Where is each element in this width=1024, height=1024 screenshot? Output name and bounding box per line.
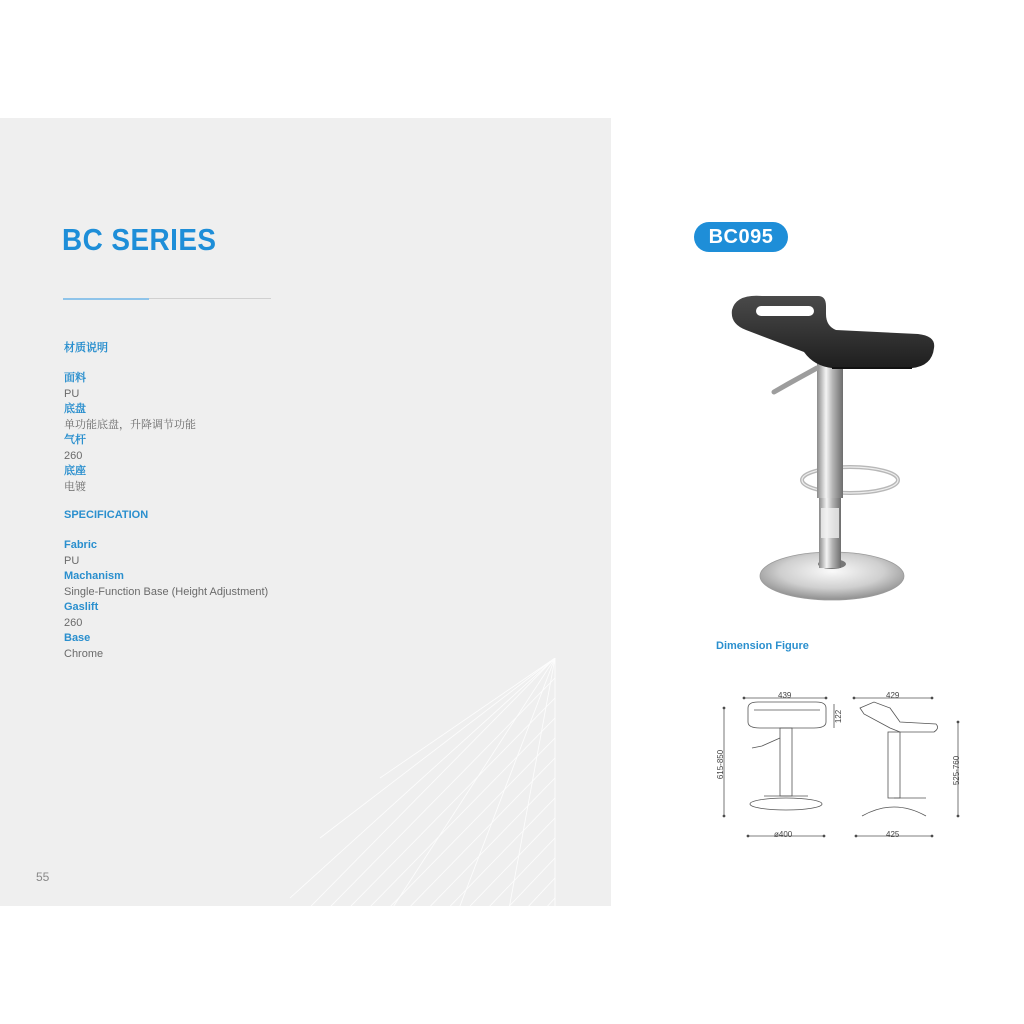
material-label-gaslift-cn: 气杆 [64,434,86,446]
decorative-ray-pattern [260,658,560,906]
spec-label-gaslift: Gaslift [64,601,99,613]
material-value-fabric-cn: PU [64,387,80,400]
spec-value-fabric: PU [64,554,80,567]
material-value-base-cn: 电镀 [64,480,86,493]
material-value-mechanism-cn: 单功能底盘，升降调节功能 [64,418,196,431]
dim-seat-thickness: 122 [834,709,844,724]
dim-side-width: 429 [886,691,900,700]
specification-heading: SPECIFICATION [64,509,149,521]
dim-height-side: 525-760 [952,755,962,786]
spec-label-base: Base [64,632,91,644]
material-label-base-cn: 底座 [64,465,86,477]
dim-side-base: 425 [886,830,900,839]
spec-value-gaslift: 260 [64,616,83,629]
dimension-figure [714,688,974,848]
title-divider-accent [63,298,149,300]
dimension-figure-heading: Dimension Figure [716,640,809,652]
model-badge: BC095 [694,222,788,252]
series-title: BC SERIES [62,222,217,257]
spec-label-fabric: Fabric [64,539,98,551]
spec-value-mechanism: Single-Function Base (Height Adjustment) [64,585,269,598]
dim-base-diameter: ø400 [774,830,793,839]
materials-heading-cn: 材质说明 [64,342,108,354]
dimension-drawing [714,688,974,848]
spec-block [64,340,394,662]
material-label-fabric-cn: 面料 [64,372,86,384]
dim-height-front: 615-850 [716,749,726,780]
dim-front-width: 439 [778,691,792,700]
spec-value-base: Chrome [64,647,104,660]
page-number: 55 [36,870,50,884]
material-label-mechanism-cn: 底盘 [64,403,86,415]
spec-label-mechanism: Machanism [64,570,124,582]
bar-stool-photo [722,288,944,606]
material-value-gaslift-cn: 260 [64,449,83,462]
